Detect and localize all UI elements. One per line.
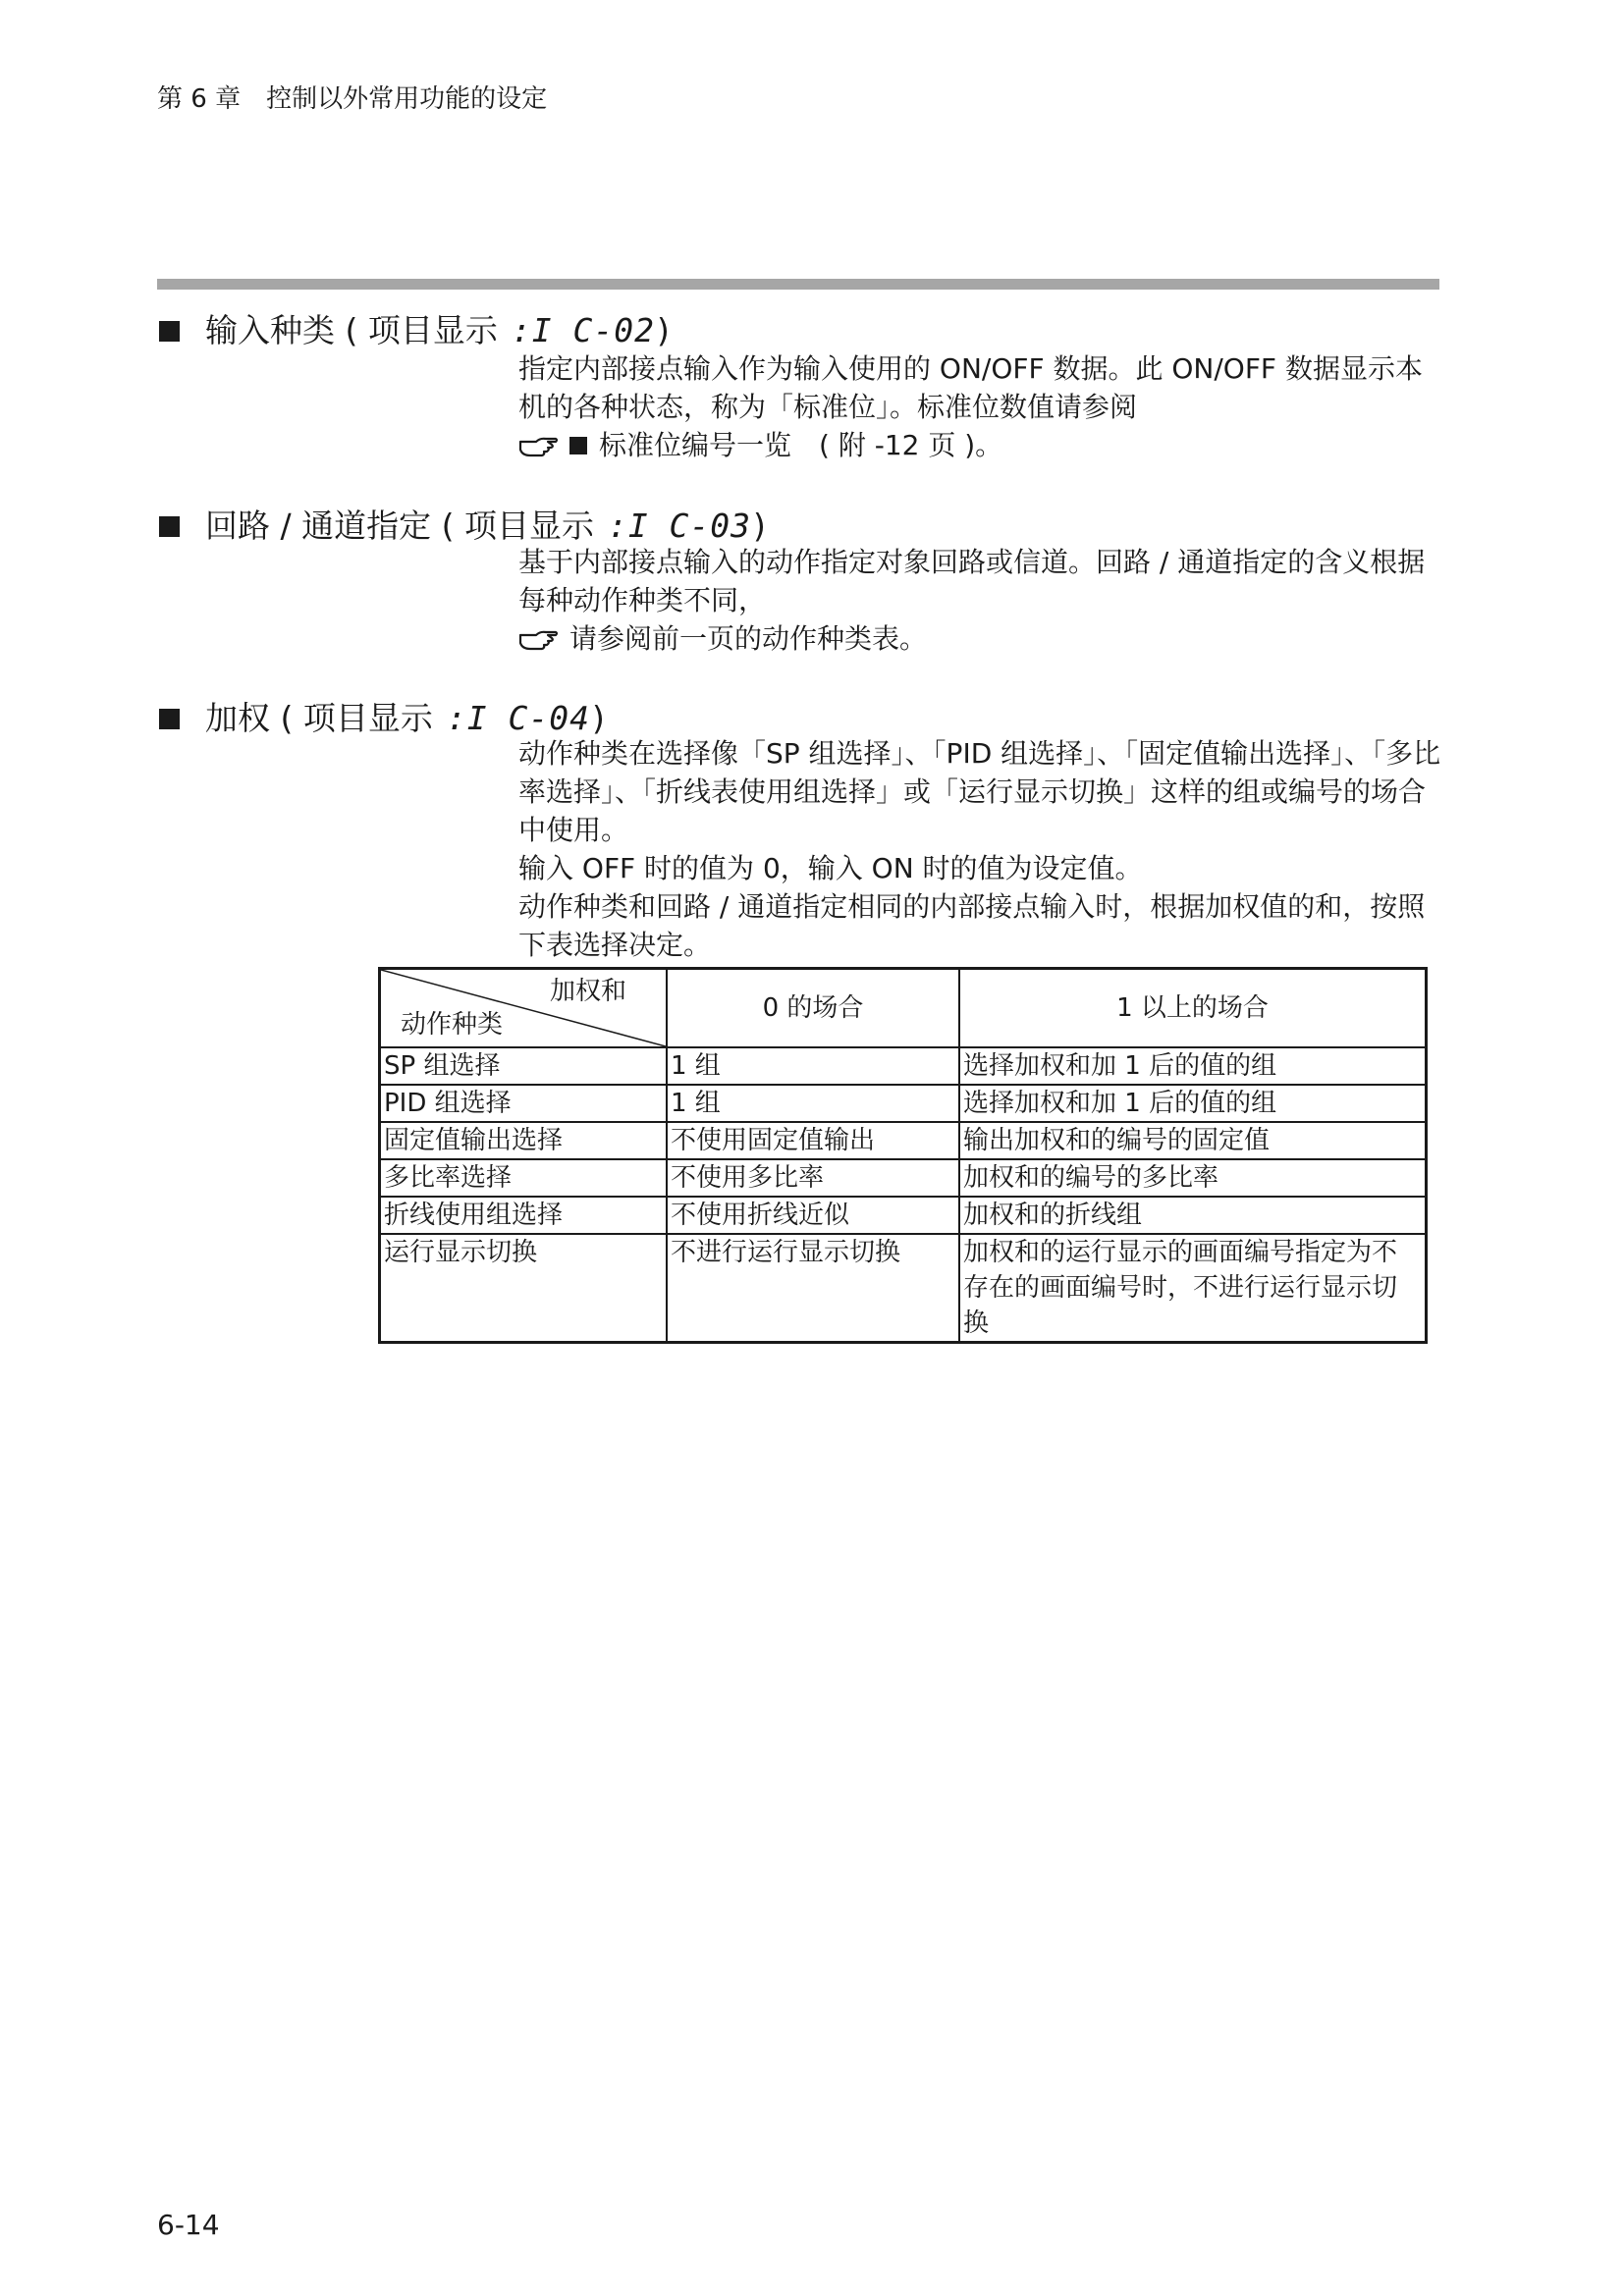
table-cell: 选择加权和加 1 后的值的组 (959, 1085, 1427, 1122)
section-title-loop-channel (159, 507, 766, 546)
reference-text: 标准位编号一览 ( 附 -12 页 )。 (599, 429, 1003, 461)
reference-line[interactable] (518, 426, 1441, 464)
pointing-hand-icon (518, 625, 558, 653)
diagonal-header-cell (380, 969, 668, 1048)
chapter-header: 第 6 章 控制以外常用功能的设定 (157, 84, 548, 114)
section-title-text: 加权 ( 项目显示 (205, 699, 433, 737)
table-cell: 不使用固定值输出 (667, 1122, 959, 1159)
table-cell: 多比率选择 (380, 1159, 668, 1197)
table-row (380, 1122, 1427, 1159)
section-body-input-type (518, 349, 1441, 464)
table-cell: 1 组 (667, 1047, 959, 1085)
pointing-hand-icon (518, 432, 558, 459)
section-title-close: ) (591, 699, 605, 737)
reference-text: 请参阅前一页的动作种类表。 (569, 622, 928, 655)
section-title-close: ) (753, 507, 766, 545)
header-action-type: 动作种类 (401, 1010, 504, 1040)
table-cell: 折线使用组选择 (380, 1197, 668, 1234)
table-cell: PID 组选择 (380, 1085, 668, 1122)
section-title-close: ) (656, 311, 670, 349)
table-row (380, 1085, 1427, 1122)
table-cell: 不使用折线近似 (667, 1197, 959, 1234)
page-number: 6-14 (157, 2209, 220, 2241)
table-cell: 加权和的运行显示的画面编号指定为不存在的画面编号时，不进行运行显示切换 (959, 1234, 1427, 1343)
square-bullet-icon (159, 516, 180, 537)
header-weight-sum: 加权和 (549, 977, 626, 1006)
table-cell: 运行显示切换 (380, 1234, 668, 1343)
lcd-code: :I C-02 (511, 311, 655, 349)
reference-line[interactable] (518, 619, 1441, 658)
weight-sum-table (378, 967, 1428, 1344)
square-bullet-icon (159, 321, 180, 342)
square-bullet-icon (159, 709, 180, 729)
paragraph: 输入 OFF 时的值为 0，输入 ON 时的值为设定值。 (518, 852, 1143, 884)
table-row (380, 1197, 1427, 1234)
table-row (380, 1234, 1427, 1343)
table-cell: 加权和的折线组 (959, 1197, 1427, 1234)
section-body-weight (518, 734, 1441, 964)
table-row (380, 1159, 1427, 1197)
table-cell: 输出加权和的编号的固定值 (959, 1122, 1427, 1159)
header-zero-case: 0 的场合 (667, 969, 959, 1048)
section-title-text: 回路 / 通道指定 ( 项目显示 (205, 507, 594, 545)
section-title-text: 输入种类 ( 项目显示 (205, 311, 498, 349)
paragraph: 动作种类在选择像「SP 组选择」、「PID 组选择」、「固定值输出选择」、「多比率选择」、「折线表使用组选择」或「运行显示切换」这样的组或编号的场合中使用。 (518, 737, 1441, 846)
table-cell: 固定值输出选择 (380, 1122, 668, 1159)
paragraph: 指定内部接点输入作为输入使用的 ON/OFF 数据。此 ON/OFF 数据显示本机的各种状态，称为「标准位」。标准位数值请参阅 (518, 352, 1423, 423)
section-divider (157, 279, 1439, 290)
square-bullet-icon (569, 437, 587, 454)
section-title-input-type (159, 311, 670, 350)
lcd-code: :I C-04 (446, 699, 590, 737)
table-cell: 选择加权和加 1 后的值的组 (959, 1047, 1427, 1085)
table-cell: SP 组选择 (380, 1047, 668, 1085)
section-title-weight (159, 699, 605, 738)
table-cell: 1 组 (667, 1085, 959, 1122)
paragraph: 基于内部接点输入的动作指定对象回路或信道。回路 / 通道指定的含义根据每种动作种类不同， (518, 546, 1426, 616)
header-one-or-more: 1 以上的场合 (959, 969, 1427, 1048)
table-row (380, 1047, 1427, 1085)
lcd-code: :I C-03 (607, 507, 752, 545)
table-cell: 加权和的编号的多比率 (959, 1159, 1427, 1197)
table-cell: 不使用多比率 (667, 1159, 959, 1197)
section-body-loop-channel (518, 543, 1441, 658)
table-cell: 不进行运行显示切换 (667, 1234, 959, 1343)
paragraph: 动作种类和回路 / 通道指定相同的内部接点输入时，根据加权值的和，按照下表选择决定。 (518, 890, 1426, 961)
table-header-row (380, 969, 1427, 1048)
